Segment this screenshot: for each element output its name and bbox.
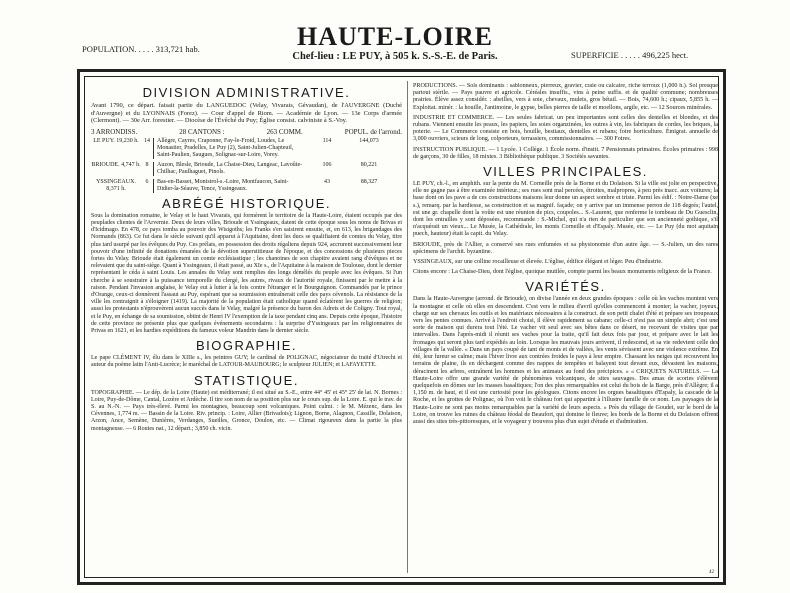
arr-communes: 114 xyxy=(322,137,332,144)
abrege-heading: ABRÉGÉ HISTORIQUE. xyxy=(161,195,332,211)
arr-header-arrondissements: 3 ARRONDISS. xyxy=(91,127,138,136)
column-divider xyxy=(407,81,408,573)
biographie-heading: BIOGRAPHIE. xyxy=(195,338,298,354)
villes-heading: VILLES PRINCIPALES. xyxy=(483,164,648,180)
page-number: 42 xyxy=(709,570,714,575)
page-title: HAUTE-LOIRE xyxy=(297,22,493,51)
yssingeaux-text: YSSINGEAUX, sur une colline rocailleuse et élevée. L'église, édifice élégant et léger. Peu d'industrie. xyxy=(413,259,663,266)
brioude-text: BRIOUDE, près de l'Allier, a conservé ses rues enfumées et sa physionomie d'un autre âge. — S.-Julien, un des rares spécimens de l'archit. byzantine. xyxy=(413,241,718,255)
superficie-line: SUPERFICIE . . . . . 496,225 hect. xyxy=(571,50,689,60)
arr-header-communes: 263 COMM. xyxy=(266,127,303,136)
arr-canton-count: 14 xyxy=(144,137,150,144)
division-heading: DIVISION ADMINISTRATIVE. xyxy=(142,85,351,100)
arr-name: YSSINGEAUX. 8,371 h. xyxy=(96,178,136,192)
arr-cantons: Allègre, Cayres, Craponne, Fay-le-Froid, Loudes, Le Monastier, Pradelles, Le Puy (2), Saint-Julien-Chapteuil, Saint-Paulien, Saugues, Solignac-sur-Loire, Vorey. xyxy=(153,138,305,159)
arr-header-population: POPUL. de l'arrond. xyxy=(344,127,402,136)
varietes-text: Dans la Haute-Auvergne (arrond. de Brioude), on divise l'année en deux grandes époques : celle où les vaches montent vers la montagne et celle où elles en descendent. C'est vers le milieu d'avril qu'elles commencent à monter; la vacher, joyeux, charge sur ses chevaux les outils et les matériaux nécessaires à la construct. de son petit chalet d'été et prépare ses troupeaux vers les pentes connues. Arrivé à l'endroit choisi, il élève rapidement sa cabane; celle-ci n'est pas un simple abri; c'est une sorte de maison qui durera tout l'été. Le vacher vit seul avec ses bêtes dans ce désert, ne recevant de visites que par intervalles. Dans l'après-midi il réunit ses vaches pour la traite, qu'il fait deux fois par jour, et prépare avec le lait les fromages qui seront plus tard expédiés au loin. Lorsque les mauvais jours arrivent, il redescend, et sa vie redevient celle des villages de la vallée. « Dans un pays coupé de tant de monts et de vallées, les vents sévissent avec une violence extrême. En été, leur fureur se calme; mais l'hiver livre aux contrées froides le pays à leur empire. Chassant les neiges qui recouvrent les terrains de plaine, ils en déchargent comme des nappes de tempêtes et balayent tout devant eux, dévastent les maisons, déracinent les arbres, entraînent les hommes et les animaux au fond des précipices. » « CRIQUETS NATURELS. — La Haute-Loire offre une grande variété de phénomènes volcaniques, de sites sauvages. Des amas de scories s'élèvent quelquefois en dômes sur les masses basaltiques; l'on des plus remarquables est celui du bois de la Barge, près d'Allègre; il a 1,150 m. de haut, et il est une curiosité pour les géologues. Citons encore les orgues basaltiques d'Espaly, la cascade de la Roche, et les grottes de Polignac, où l'on voit le château fort qui appartint à l'illustre famille de ce nom. Les paysages de la Haute-Loire ne sont pas moins remarquables par la variété de leurs aspects. » Près du village de Goudet, sur le bord de la Loire, on trouve les ruines du château féodal de Beaufort, qui domine le fleuve; les bords de la Borne et du Dolaison offrent aussi des sites très-pittoresques, et le voyageur y trouvera plus d'un sujet d'étude et d'admiration. xyxy=(413,296,718,425)
statistique-text: TOPOGRAPHIE. — Le dép. de la Loire (Haute) est méditerrané; il est situé au S.-E., entre 44° 45' et 45° 25' de lat. N. Bornes : Loire, Puy-de-Dôme, Cantal, Lozère et Ardèche. Il tire son nom de sa position plus sur le cours sup. de la Loire. E. qui le trav. de S. au N.-N. — Pays très-élevé. Parmi les montagnes, beaucoup sont volcaniques. Point culmi. : le M. Mézenc, dans les Cévennes, 1,774 m. — Bassin de la Loire. Riv. princip. : Loire, Allier (Brivadois); Lignon, Borne, Alagnon, Cassille, Dolaison, Arzon, Ance, Semène, Dunières, Verdanges, Sueilles, Gronce, Doulon, etc. — Climat rigoureux dans la partie la plus montagneuse. — 6 Routes nat., 12 départ.; 3,850 ch. vicin. xyxy=(91,389,402,432)
chef-lieu-subtitle: Chef-lieu : LE PUY, à 505 k. S.-S.-E. de Paris. xyxy=(292,51,498,62)
productions-text: PRODUCTIONS. — Sols dominants : sablonneux, pierreux, gravier, craie ou calcaire, riche terroux (1,000 h.). Sol presque partout stérile. — Pays pauvre et agricole. Céréales insuffis., vins à peine suffis. et de qualité commune; nombreuses prairies. Élève assez considér. : abeilles, vers à soie, chevaux, mulets, gros bétail. — Bois, 74,600 h.; cipaux, 5,855 h. — Exploitat. minér. : la houille, l'antimoine, le gypse, belles pierres de taille et moellons, argile, etc. — 12 Sources minérales. xyxy=(413,83,718,111)
arr-name: LE PUY. 19,230 h. xyxy=(93,137,139,144)
arr-communes: 43 xyxy=(324,178,330,185)
arr-canton-count: 6 xyxy=(145,178,149,185)
arr-population: 88,327 xyxy=(360,178,378,185)
arr-population: 144,073 xyxy=(359,137,379,144)
arr-cantons: Auzon, Blesle, Brioude, La Chaise-Dieu, Langeac, Lavoûte-Chilhac, Paulhaguet, Pinols. xyxy=(153,162,305,176)
arr-population: 80,221 xyxy=(360,161,378,168)
population-line: POPULATION. . . . . 313,721 hab. xyxy=(82,44,200,54)
le-puy-text: LE PUY, ch.-l., en amphith. sur la pente du M. Corneille près de la Borne et du Dolaison. Si la ville est jolie en perspective, elle ne gagne pas à être examinée intérieur.; ses rues sont mal percées, étroites, malpropres, à peu près inacc. aux voitures; la base dont on les pave a de ces constructions maisons leur donne un aspect sombre et triste. Parmi les édif. : Notre-Dame (xe s.), remarq. par la hardiesse, sa construction et sa magnif. façade; on y arrive par un immense perron de 118 degrés; l'autel, est une gr. chapelle dont la voûte est une réunion de pics, coupoles... S.-Laurent, que renferme le tombeau de Du Guesclin, dont les entrailles y sont déposées, recommande : S.-Michel, qui n'a rien de particulier que son ancienneté gothique, s'il n'acquérait un vieux... Le Musée, la Cathédrale, les monts Corneille et d'Espaly. Musée, etc. — Le Puy (du mot aquitain puech, hauteur) était la capit. du Velay. xyxy=(413,181,718,238)
left-column xyxy=(91,83,402,573)
arrondissement-row xyxy=(91,138,402,159)
biographie-text: Le pape CLÉMENT IV, élu dans le XIIIe s., les peintres GUY; le cardinal de POLIGNAC, négociateur du traité d'Utrecht et auteur du poème latin l'Anti-Lucrèce; le maréchal de LATOUR-MAUBOURG; le sculpteur JULIEN; et LAFAYETTE. xyxy=(91,355,402,369)
arr-name: BRIOUDE. 4,747 h. xyxy=(91,161,141,168)
statistique-heading: STATISTIQUE. xyxy=(194,372,299,388)
citons-text: Citons encore : La Chaise-Dieu, dont l'église, quoique mutilée, compte parmi les beaux monuments religieux de la France. xyxy=(413,269,712,276)
industrie-text: INDUSTRIE ET COMMERCE. — Les seules fabricat. un peu importantes sont celles des dentelles et blondes, et des rubans. Viennent ensuite les peaux, les papiers, les soies organzinées, les outres à vin, les fabriques de cordes, les briques, la poterie. — Le Commerce consiste en bois, houille, bestiaux, dentelles et rubans; foire horticulture. Émigrat. annuelle de 3,000 ouvriers, scieurs de long, colporteurs, terrassiers, commissionnaires. — 300 Foires. xyxy=(413,114,718,143)
arrondissement-row xyxy=(91,179,402,193)
arr-communes: 106 xyxy=(322,161,332,168)
arrondissement-row xyxy=(91,162,402,176)
arr-canton-count: 8 xyxy=(145,161,149,168)
instruction-text: INSTRUCTION PUBLIQUE. — 1 Lycée. 1 Collège. 1 École norm. d'instit. 7 Pensionnats primaires. Écoles primaires : 998 de garçons, 30 de filles, 18 mixtes. 3 Bibliothèque publique. 3 Sociétés savantes. xyxy=(413,146,718,160)
inner-frame xyxy=(84,76,719,578)
abrege-text: Sous la domination romaine, le Velay et le haut Vivarais, qui formèrent le territoire de la Haute-Loire, étaient occupés par des peuplades clientes de l'Arvernie. Deux de leurs villes, Brioude et Yssingeaux, datent de cette époque sous les noms de Brivas et d'Icidmago. En 478, ce pays tomba au pouvoir des Wisigoths; les Franks s'en saisirent ensuite, et, en 613, les brigandages des Normands (863). Ce fut dans le siècle suivant qu'il apparut à l'Aquitaine, dont les ducs se qualifiaient de comtes du Velay, titre plus tard usurpé par les évêques du Puy. Ces prélats, en possession des droits régaliens depuis 924, accrurent successivement leur pouvoir d'une infinité de donations émanées de la dévotion superstitieuse de l'époque, et des concessions de plusieurs pieces fortes du Velay. Brioude était également un comte ecclésiastique ; les chanoines de son chapitre avaient rang d'évêques et ne relevaient que du saint-siège. Quant à Yssingeaux, il était passé, au XIe s., de l'Aquitaine à la maison de Toulouse, dont le dernier représentant le céda à saint Louis. Les annales du Velay sont remplies des longs démêlés du peuple avec les évêques. Si l'un cherche à se soustraire à la puissance temporelle du clergé, les autres, rivaux de l'autorité royale, finissent par le mettre à la raison. Pendant l'invasion anglaise, le Velay eut à lutter à la fois contre l'étranger et le Bourguignon. Commandés par le prince d'Orange, ceux-ci donnèrent l'assaut au Puy, espérant que sa soumission entraînerait celle des pays cévenols. La résistance de la ville les contraignit à s'éloigner (1419). La majorité de la population était catholique quand éclatèrent les guerres de religion; aussi les protestants n'éprouvèrent aucun succès dans le Velay, malgré la présence du baron des Adrets et de Coligny. Tout royal, et le Puy, en échange de sa soumission, obtint de Henri IV l'exemption de la taxe pendant cinq ans. Depuis cette époque, l'histoire de cette province ne présente plus que quelques événements secondaires : la surprise d'Yssingeaux par les religionnaires de Privas en 1621, et les hardies expéditions du fameux voleur Mandrin dans le dernier siècle. xyxy=(91,212,402,335)
arrondissement-header xyxy=(91,128,402,136)
content-frame xyxy=(77,69,726,585)
arr-cantons: Bas-en-Basset, Monistrol-s.-Loire, Montfaucon, Saint-Didier-la-Séauve, Tence, Yssingeaux. xyxy=(153,179,305,193)
division-text: Avant 1790, ce départ. faisait partie du LANGUEDOC (Velay, Vivarais, Gévaudan), de l'AUVERGNE (Duché d'Auvergne) et du LYONNAIS (Forez). — Cour d'appel de Riom. — Académie de Lyon. — 13e Corps d'armée (Clermont). — 30e Arr. forestier. — Diocèse de l'Évêché du Puy; Église consist. calviniste à S.-Voy. xyxy=(91,102,402,125)
varietes-heading: VARIÉTÉS. xyxy=(525,279,606,295)
right-column xyxy=(413,83,718,573)
arr-header-cantons: 28 CANTONS : xyxy=(179,127,225,136)
